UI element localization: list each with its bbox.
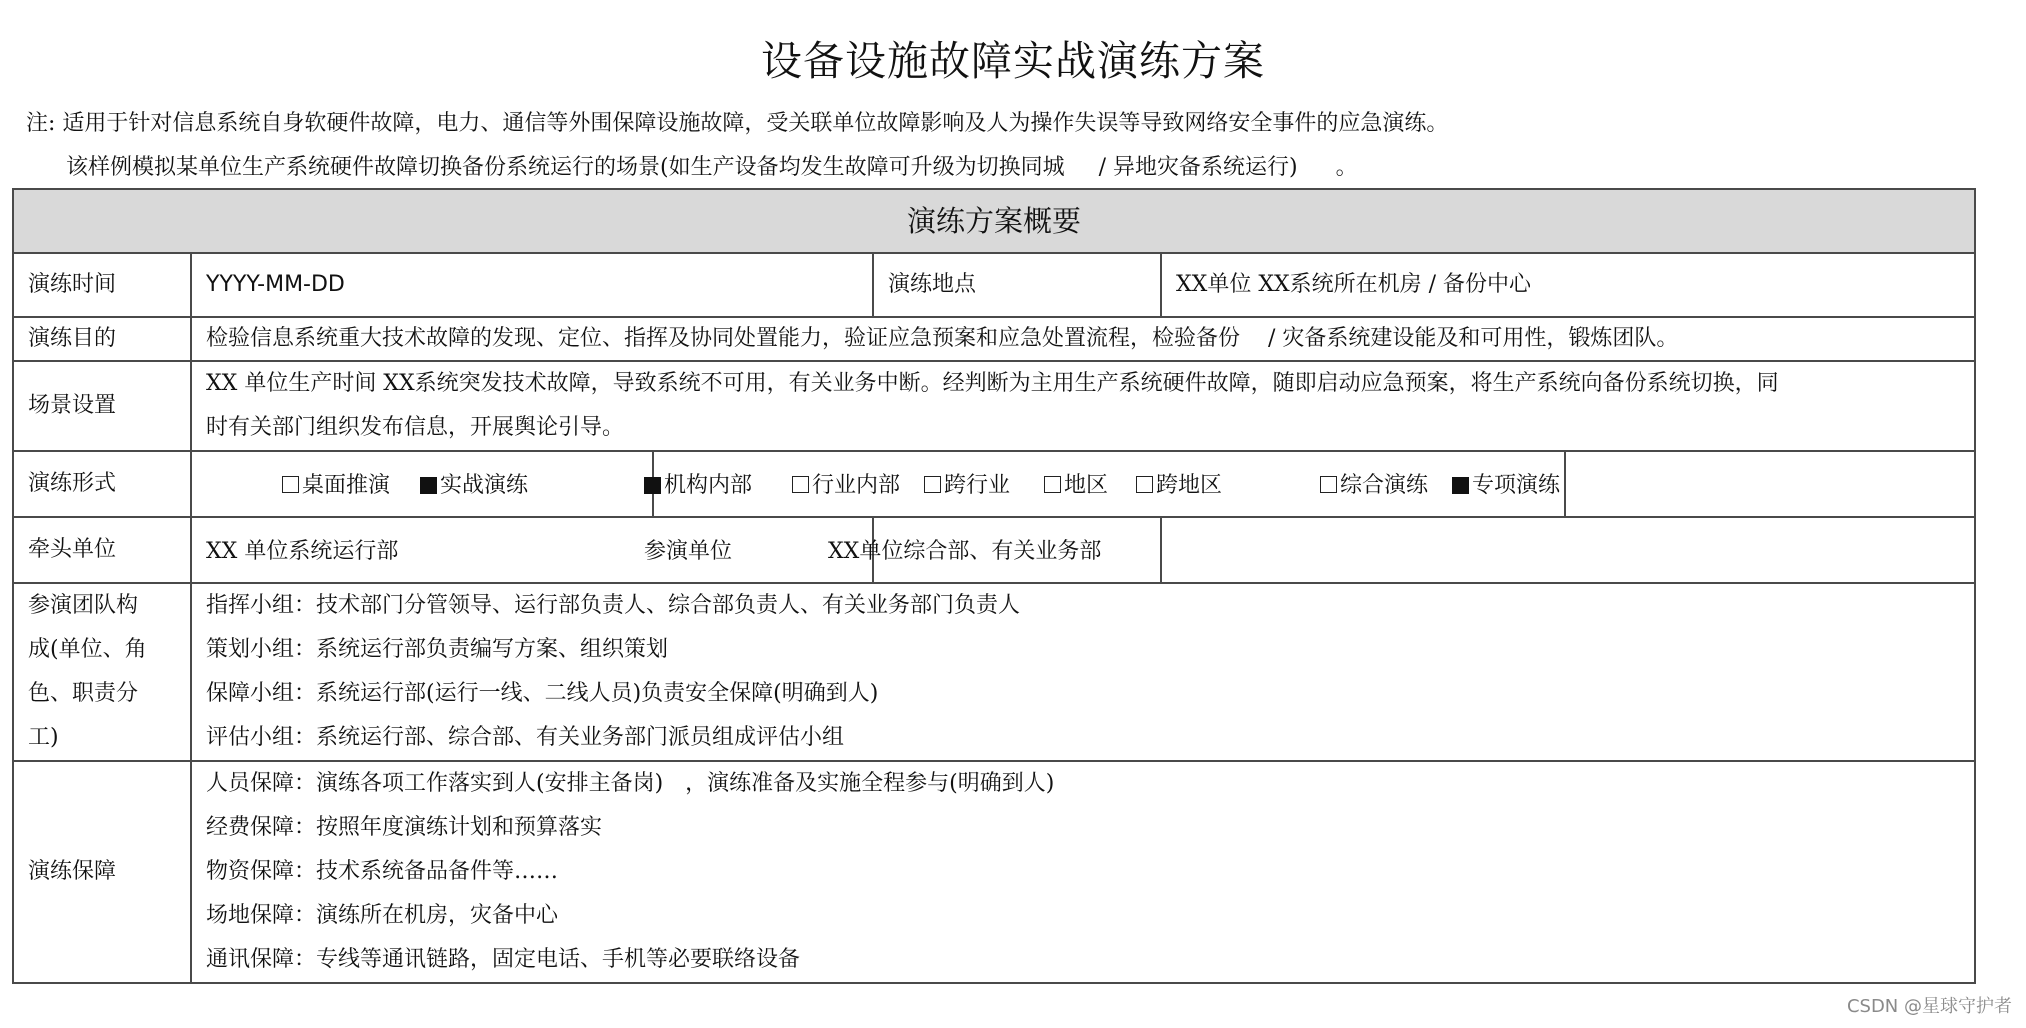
option-region: 地区 — [1044, 468, 1108, 504]
guarantee-value — [191, 761, 1975, 983]
team-line: 指挥小组：技术部门分管领导、运行部负责人、综合部负责人、有关业务部门负责人 — [206, 593, 1021, 618]
option-industry-internal: 行业内部 — [792, 468, 900, 504]
note-line-2 — [66, 150, 1358, 181]
row-guarantee — [13, 761, 1975, 983]
form-label: 演练形式 — [13, 451, 191, 517]
checkbox-empty-icon — [282, 476, 299, 493]
guarantee-line: 场地保障：演练所在机房，灾备中心 — [206, 903, 559, 928]
row-time-place — [13, 253, 1975, 317]
purpose-value-part-a: 检验信息系统重大技术故障的发现、定位、指挥及协同处置能力，验证应急预案和应急处置流程，检验备份 — [206, 326, 1241, 351]
row-team — [13, 583, 1975, 761]
table-header-row — [13, 189, 1975, 253]
row-lead — [13, 517, 1975, 583]
checkbox-empty-icon — [1320, 476, 1337, 493]
note-line-2-part-b: / 异地灾备系统运行) — [1098, 155, 1298, 180]
team-value — [191, 583, 1975, 761]
checkbox-empty-icon — [1044, 476, 1061, 493]
note-line-2-part-c: 。 — [1335, 155, 1358, 180]
option-live-drill: 实战演练 — [420, 468, 528, 504]
watermark: CSDN @星球守护者 — [1846, 996, 2012, 1017]
option-internal: 机构内部 — [644, 468, 752, 504]
checkbox-empty-icon — [792, 476, 809, 493]
checkbox-filled-icon — [420, 477, 437, 494]
team-label: 参演团队构 成(单位、角 色、职责分 工) — [13, 583, 191, 761]
purpose-value — [191, 317, 1975, 361]
scene-value — [191, 361, 1975, 451]
lead-value: XX 单位系统运行部 — [206, 539, 399, 564]
place-label: 演练地点 — [873, 253, 1161, 317]
purpose-label: 演练目的 — [13, 317, 191, 361]
guarantee-line: 人员保障：演练各项工作落实到人(安排主备岗) ，演练准备及实施全程参与(明确到人) — [206, 771, 1055, 796]
guarantee-line: 物资保障：技术系统备品备件等…… — [206, 859, 559, 884]
option-cross-region: 跨地区 — [1136, 468, 1222, 504]
checkbox-empty-icon — [1136, 476, 1153, 493]
table-header: 演练方案概要 — [13, 189, 1975, 253]
row-purpose — [13, 317, 1975, 361]
checkbox-filled-icon — [1452, 477, 1469, 494]
row-form — [13, 451, 1975, 517]
scene-line-2: 时有关部门组织发布信息，开展舆论引导。 — [206, 415, 625, 440]
guarantee-label: 演练保障 — [13, 761, 191, 983]
row-scene — [13, 361, 1975, 451]
checkbox-filled-icon — [644, 477, 661, 494]
participant-label: 参演单位 — [644, 539, 733, 564]
option-special: 专项演练 — [1452, 468, 1560, 504]
participant-value: XX单位综合部、有关业务部 — [828, 539, 1102, 564]
option-desktop-drill: 桌面推演 — [282, 468, 390, 504]
drill-plan-table — [12, 188, 1976, 984]
document-title: 设备设施故障实战演练方案 — [761, 37, 1265, 85]
team-line: 策划小组：系统运行部负责编写方案、组织策划 — [206, 637, 669, 662]
team-line: 保障小组：系统运行部(运行一线、二线人员)负责安全保障(明确到人) — [206, 681, 879, 706]
time-value: YYYY-MM-DD — [191, 253, 873, 317]
scene-line-1: XX 单位生产时间 XX系统突发技术故障，导致系统不可用，有关业务中断。经判断为主用生产系统硬件故障，随即启动应急预案，将生产系统向备份系统切换，同 — [206, 371, 1779, 396]
scene-label: 场景设置 — [13, 361, 191, 451]
option-comprehensive: 综合演练 — [1320, 468, 1428, 504]
note-line-2-part-a: 该样例模拟某单位生产系统硬件故障切换备份系统运行的场景(如生产设备均发生故障可升级为切换同城 — [66, 155, 1065, 180]
option-cross-industry: 跨行业 — [924, 468, 1010, 504]
time-label: 演练时间 — [13, 253, 191, 317]
guarantee-line: 通讯保障：专线等通讯链路，固定电话、手机等必要联络设备 — [206, 947, 801, 972]
guarantee-line: 经费保障：按照年度演练计划和预算落实 — [206, 815, 603, 840]
note-line-1: 注: 适用于针对信息系统自身软硬件故障，电力、通信等外围保障设施故障，受关联单位故障影响及人为操作失误等导致网络安全事件的应急演练。 — [26, 111, 1449, 136]
team-line: 评估小组：系统运行部、综合部、有关业务部门派员组成评估小组 — [206, 725, 845, 750]
lead-values — [191, 517, 1975, 583]
checkbox-empty-icon — [924, 476, 941, 493]
purpose-value-part-b: / 灾备系统建设能及和可用性，锻炼团队。 — [1268, 326, 1679, 351]
form-options — [191, 451, 1975, 517]
place-value: XX单位 XX系统所在机房 / 备份中心 — [1161, 253, 1975, 317]
lead-label: 牵头单位 — [13, 517, 191, 583]
